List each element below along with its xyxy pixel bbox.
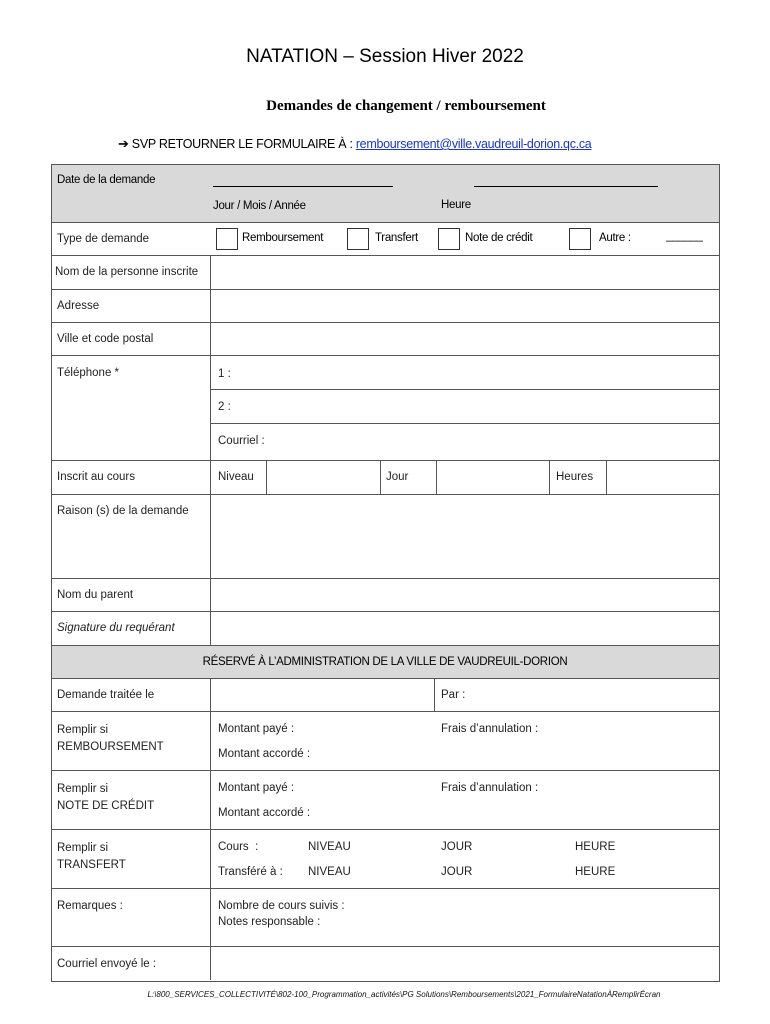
refund-section-label — [57, 722, 164, 756]
by-label: Par : — [441, 689, 466, 701]
phone-label: Téléphone * — [57, 367, 120, 379]
transfer-option-label: Transfert — [375, 232, 418, 244]
granted-amount-field[interactable]: Montant accordé : — [218, 748, 311, 760]
refund-section-line2: REMBOURSEMENT — [57, 741, 164, 753]
courses-followed-field[interactable]: Nombre de cours suivis : — [218, 900, 345, 912]
transfer-checkbox[interactable] — [347, 228, 369, 250]
other-option-label: Autre : — [599, 232, 631, 244]
course-level-label: Niveau — [218, 471, 254, 483]
city-label: Ville et code postal — [57, 333, 154, 345]
form-frame — [51, 164, 720, 982]
date-label: Date de la demande — [57, 174, 156, 186]
notice-text: SVP RETOURNER LE FORMULAIRE À : — [131, 137, 356, 151]
column-divider — [210, 678, 211, 980]
arrow-right-icon: ➔ — [118, 136, 129, 151]
rule — [211, 423, 719, 424]
rule — [51, 888, 719, 889]
transfer-course-label: Cours : — [218, 841, 259, 853]
credit-note-option-label: Note de crédit — [465, 232, 533, 244]
page-subtitle: Demandes de changement / remboursement — [266, 98, 546, 114]
column-divider — [436, 461, 437, 494]
credit-section-line2: NOTE DE CRÉDIT — [57, 800, 155, 812]
rule — [51, 711, 719, 712]
other-checkbox[interactable] — [569, 228, 591, 250]
transferred-to-level: NIVEAU — [308, 866, 351, 878]
date-input-line[interactable] — [213, 186, 393, 187]
course-label: Inscrit au cours — [57, 471, 135, 483]
rule — [51, 460, 719, 461]
credit-section-label — [57, 781, 154, 815]
reason-label: Raison (s) de la demande — [57, 505, 189, 517]
type-label: Type de demande — [57, 233, 150, 245]
transfer-section-label — [57, 840, 126, 874]
email-field[interactable]: Courriel : — [218, 435, 265, 447]
rule — [51, 678, 719, 679]
page-title: NATATION – Session Hiver 2022 — [246, 46, 524, 67]
notes-field[interactable]: Notes responsable : — [218, 916, 321, 928]
rule — [51, 611, 719, 612]
paid-amount-field[interactable]: Montant payé : — [218, 723, 295, 735]
transfer-section-line1: Remplir si — [57, 842, 109, 854]
transferred-to-day: JOUR — [441, 866, 473, 878]
column-divider — [266, 461, 267, 494]
rule — [51, 946, 719, 947]
rule — [51, 289, 719, 290]
date-hint: Jour / Mois / Année — [213, 200, 306, 212]
refund-section-line1: Remplir si — [57, 724, 109, 736]
cancel-fee-field[interactable]: Frais d’annulation : — [441, 723, 539, 735]
name-label: Nom de la personne inscrite — [55, 266, 199, 278]
treated-label: Demande traitée le — [57, 689, 155, 701]
credit-granted-amount-field[interactable]: Montant accordé : — [218, 807, 311, 819]
rule — [51, 222, 719, 223]
credit-paid-amount-field[interactable]: Montant payé : — [218, 782, 295, 794]
transfer-course-day: JOUR — [441, 841, 473, 853]
date-row-background — [51, 164, 719, 223]
column-divider — [380, 461, 381, 494]
rule — [211, 389, 719, 390]
column-divider — [549, 461, 550, 494]
address-label: Adresse — [57, 300, 100, 312]
transferred-to-hour: HEURE — [575, 866, 616, 878]
column-divider — [210, 255, 211, 645]
admin-header: RÉSERVÉ À L’ADMINISTRATION DE LA VILLE DE VAUDREUIL-DORION — [202, 656, 568, 668]
transferred-to-label: Transféré à : — [218, 866, 283, 878]
credit-cancel-fee-field[interactable]: Frais d’annulation : — [441, 782, 539, 794]
email-sent-label: Courriel envoyé le : — [57, 958, 157, 970]
refund-option-label: Remboursement — [242, 232, 324, 244]
refund-checkbox[interactable] — [216, 228, 238, 250]
rule — [51, 322, 719, 323]
rule — [51, 355, 719, 356]
rule — [51, 770, 719, 771]
return-notice — [118, 136, 591, 152]
other-input-line[interactable]: ______ — [666, 230, 703, 242]
rule — [51, 255, 719, 256]
time-input-line[interactable] — [474, 186, 658, 187]
credit-note-checkbox[interactable] — [438, 228, 460, 250]
transfer-course-level: NIVEAU — [308, 841, 351, 853]
phone1-field[interactable]: 1 : — [218, 368, 231, 380]
time-hint: Heure — [441, 199, 471, 211]
rule — [51, 494, 719, 495]
rule — [51, 645, 719, 646]
course-hours-label: Heures — [556, 471, 594, 483]
transfer-section-line2: TRANSFERT — [57, 859, 126, 871]
parent-label: Nom du parent — [57, 589, 134, 601]
course-day-label: Jour — [386, 471, 409, 483]
credit-section-line1: Remplir si — [57, 783, 109, 795]
rule — [51, 578, 719, 579]
phone2-field[interactable]: 2 : — [218, 401, 231, 413]
rule — [51, 829, 719, 830]
remarks-label: Remarques : — [57, 900, 123, 912]
signature-label: Signature du requérant — [57, 622, 175, 634]
email-link[interactable]: remboursement@ville.vaudreuil-dorion.qc.ca — [355, 137, 592, 151]
column-divider — [606, 461, 607, 494]
column-divider — [434, 679, 435, 711]
file-path-footer: L:\800_SERVICES_COLLECTIVITÉ\802-100_Programmation_activités\PG Solutions\Remboursements\2021_FormulaireNatationÀRemplirÉcran — [147, 990, 661, 999]
transfer-course-hour: HEURE — [575, 841, 616, 853]
